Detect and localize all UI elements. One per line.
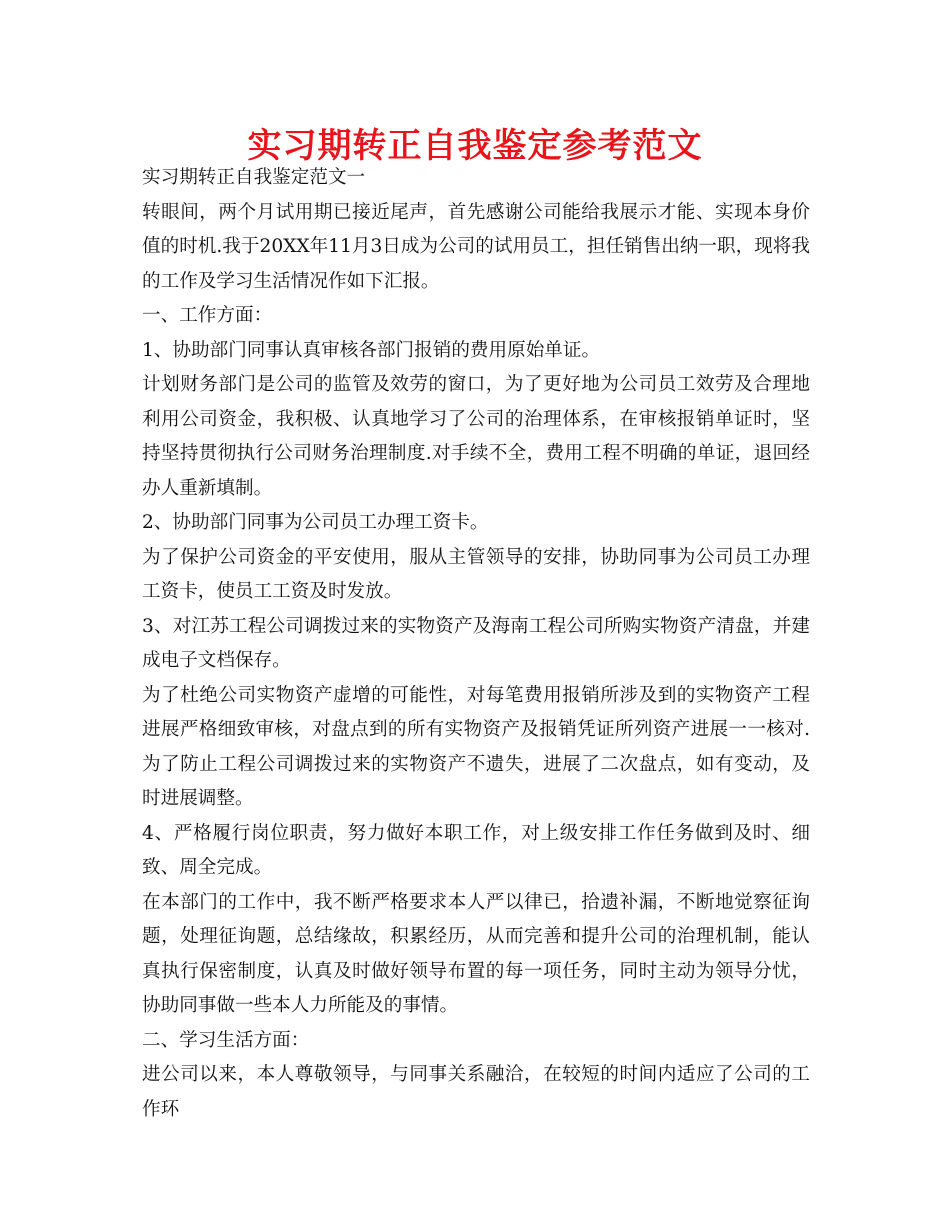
item-heading-2: 2、协助部门同事为公司员工办理工资卡。 (142, 512, 489, 533)
item-body-3: 为了杜绝公司实物资产虚增的可能性，对每笔费用报销所涉及到的实物资产工程进展严格细致审核，对盘点到的所有实物资产及报销凭证所列资产进展一一核对.为了防止工程公司调拨过来的实物资产不遗失，进展了二次盘点，如有变动，及时进展调整。 (142, 684, 810, 809)
item-body-4: 在本部门的工作中，我不断严格要求本人严以律已，拾遗补漏，不断地觉察征询题，处理征询题，总结缘故，积累经历，从而完善和提升公司的治理机制，能认真执行保密制度，认真及时做好领导布置的每一项任务，同时主动为领导分忧，协助同事做一些本人力所能及的事情。 (142, 891, 810, 1016)
document-title: 实习期转正自我鉴定参考范文 (247, 126, 703, 166)
subtitle-paragraph: 实习期转正自我鉴定范文一 (142, 167, 366, 188)
section-heading-work: 一、工作方面： (142, 305, 273, 326)
item-heading-1: 1、协助部门同事认真审核各部门报销的费用原始单证。 (142, 339, 601, 361)
document-body (142, 161, 810, 1127)
item-body-2: 为了保护公司资金的平安使用，服从主管领导的安排，协助同事为公司员工办理工资卡，使员工工资及时发放。 (142, 546, 810, 602)
study-paragraph: 进公司以来，本人尊敬领导，与同事关系融洽，在较短的时间内适应了公司的工作环 (142, 1064, 810, 1120)
intro-paragraph: 转眼间，两个月试用期已接近尾声，首先感谢公司能给我展示才能、实现本身价值的时机.我于20XX年11月3日成为公司的试用员工，担任销售出纳一职，现将我的工作及学习生活情况作如下汇报。 (142, 201, 810, 292)
section-heading-study: 二、学习生活方面： (142, 1029, 310, 1051)
item-heading-3: 3、对江苏工程公司调拨过来的实物资产及海南工程公司所购实物资产清盘，并建成电子文档保存。 (142, 615, 810, 671)
item-heading-4: 4、严格履行岗位职责，努力做好本职工作，对上级安排工作任务做到及时、细致、周全完成。 (142, 822, 810, 878)
item-body-1: 计划财务部门是公司的监管及效劳的窗口，为了更好地为公司员工效劳及合理地利用公司资金，我积极、认真地学习了公司的治理体系，在审核报销单证时，坚持坚持贯彻执行公司财务治理制度.对手续不全，费用工程不明确的单证，退回经办人重新填制。 (142, 374, 810, 499)
